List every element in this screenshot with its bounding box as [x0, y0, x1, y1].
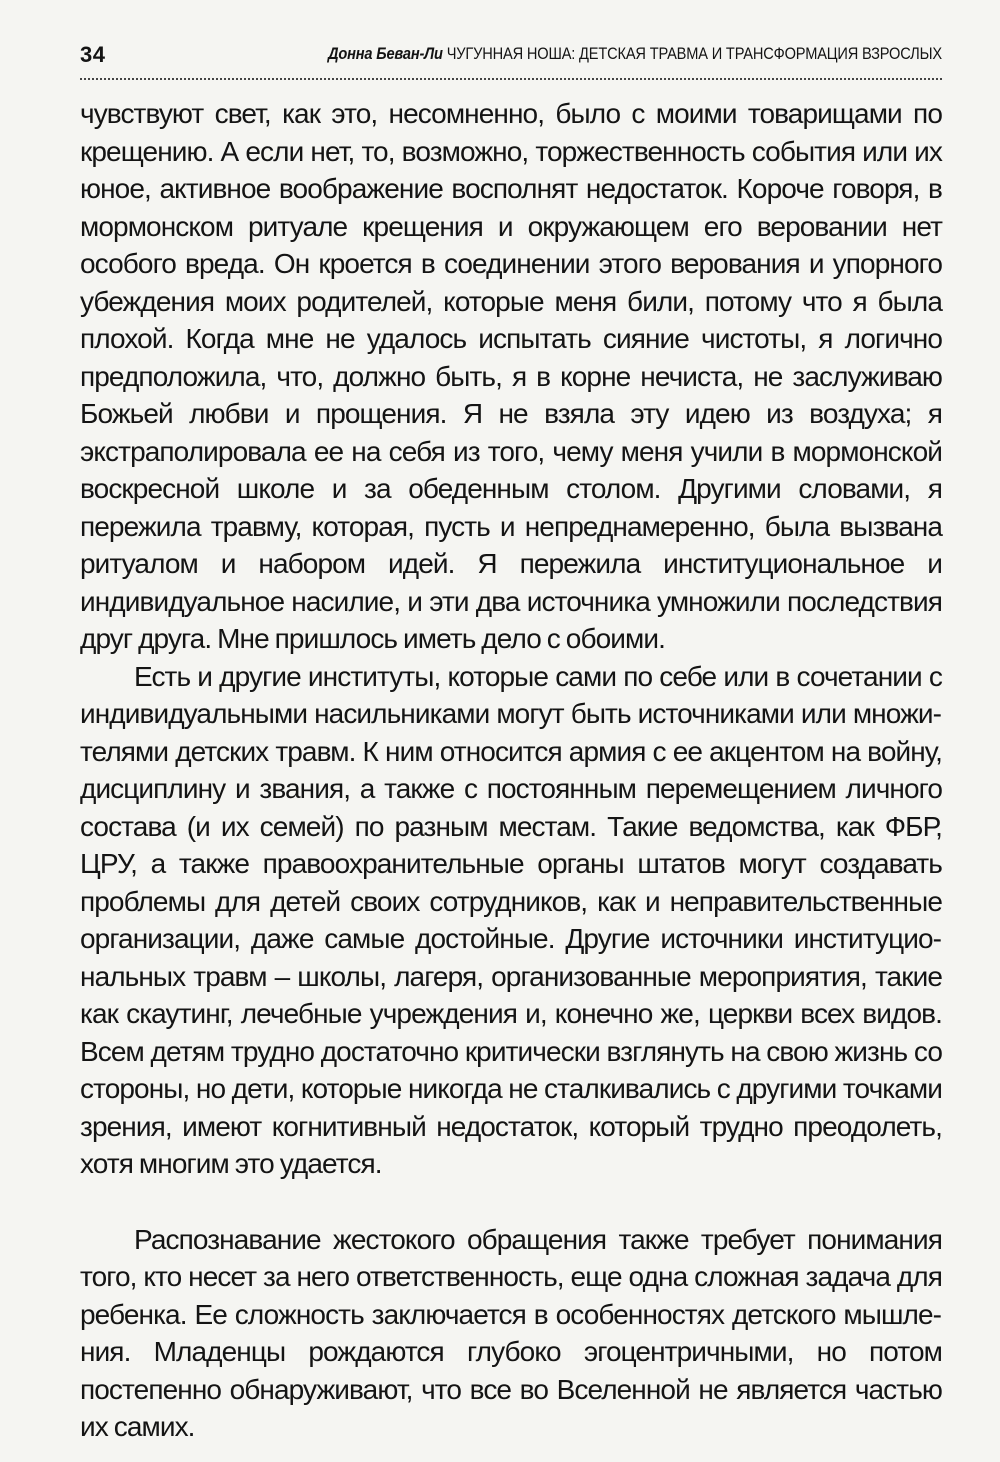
body-text [80, 95, 942, 1446]
paragraph-continued: чувствуют свет, как это, несомненно, было с моими товарищами по крещению. А если нет, то, возможно, торжественность события или их юное, активное воображение восполнят недостаток. Короче говоря, в мормонском ритуале крещения и окружающем его веровании нет особого вреда. Он кроется в соединении этого верования и упорного убеждения моих родителей, которые меня били, потому что я была плохой. Когда мне не удалось испытать сияние чистоты, я логично предположила, что, должно быть, я в корне нечиста, не заслуживаю Божьей любви и прощения. Я не взяла эту идею из воздуха; я экстраполировала ее на себя из того, чему меня учили в мормонской воскресной школе и за обеденным столом. Другими словами, я пережила травму, которая, пусть и непреднамеренно, была вызвана ритуалом и набором идей. Я пережила институциональное и индивидуальное насилие, и эти два источника умножили последствия друг друга. Мне пришлось иметь дело с обоими. [80, 98, 942, 654]
paragraph-institutions: Есть и другие институты, которые сами по себе или в сочетании с индивидуальными насильниками могут быть источниками или множителями детских травм. К ним относится армия с ее акцентом на войну, дисциплину и звания, а также с постоянным перемещением личного состава (и их семей) по разным местам. Такие ведомства, как ФБР, ЦРУ, а также правоохранительные органы штатов могут создавать проблемы для детей своих сотрудников, как и неправительственные организации, даже самые достойные. Другие источники институциональных травм – школы, лагеря, организованные мероприятия, такие как скаутинг, лечебные учреждения и, конечно же, церкви всех видов. Всем детям трудно достаточно критически взглянуть на свою жизнь со стороны, но дети, которые никогда не сталкивались с другими точками зрения, имеют когнитивный недостаток, который трудно преодолеть, хотя многим это удается. [80, 660, 942, 1179]
running-head-book-title: ЧУГУННАЯ НОША: ДЕТСКАЯ ТРАВМА И ТРАНСФОРМАЦИЯ ВЗРОСЛЫХ [446, 44, 942, 63]
running-head-title-line [328, 44, 942, 64]
running-head [80, 40, 942, 74]
header-dotted-rule [80, 78, 942, 80]
paragraph-recognizing-abuse: Распознавание жестокого обращения также требует понимания того, кто несет за него ответственность, еще одна сложная задача для ребенка. Ее сложность заключается в особенностях детского мышления. Младенцы рождаются глубоко эгоцентричными, но потом постепенно обнаруживают, что все во Вселенной не является частью их самих. [80, 1223, 942, 1442]
running-head-author: Донна Беван-Ли [328, 44, 443, 63]
page-number: 34 [80, 42, 106, 67]
